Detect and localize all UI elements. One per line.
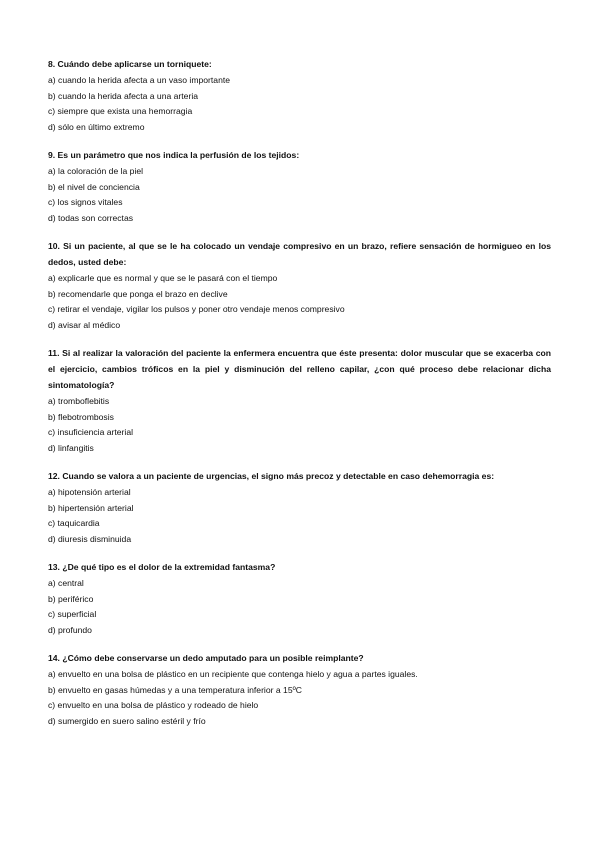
question-10 [48,238,551,333]
option-d: d) sólo en último extremo [48,121,145,132]
option-b: b) flebotrombosis [48,411,114,422]
question-text: 11. Si al realizar la valoración del paciente la enfermera encuentra que éste presenta: dolor muscular que se exacerba con el ejercicio, cambios tróficos en la piel y disminución del relleno capilar, ¿con qué proceso debe relacionar dicha sintomatología? [48,348,551,390]
option-d: d) sumergido en suero salino estéril y frío [48,715,206,726]
option-a: a) hipotensión arterial [48,487,131,497]
question-text: 8. Cuándo debe aplicarse un torniquete: [48,59,212,69]
question-8 [48,56,551,135]
option-b: b) el nivel de conciencia [48,181,140,192]
question-12 [48,468,551,547]
option-a: a) cuando la herida afecta a un vaso importante [48,75,231,85]
option-d: d) todas son correctas [48,212,134,223]
document-page [48,56,551,741]
option-c: c) siempre que exista una hemorragia [48,106,193,116]
option-d: d) diuresis disminuida [48,533,132,544]
option-b: b) envuelto en gasas húmedas y a una temperatura inferior a 15ºC [48,684,302,695]
option-a: a) explicarle que es normal y que se le pasará con el tiempo [48,273,278,283]
question-text: 10. Si un paciente, al que se le ha colocado un vendaje compresivo en un brazo, refiere sensación de hormigueo en los dedos, usted debe: [48,241,551,267]
option-a: a) la coloración de la piel [48,166,144,176]
option-d: d) profundo [48,624,92,635]
option-d: d) linfangitis [48,442,94,453]
question-text: 12. Cuando se valora a un paciente de urgencias, el signo más precoz y detectable en caso dehemorragia es: [48,471,495,481]
option-b: b) recomendarle que ponga el brazo en declive [48,288,228,299]
option-c: c) insuficiencia arterial [48,427,134,437]
option-c: c) envuelto en una bolsa de plástico y rodeado de hielo [48,700,259,710]
question-14 [48,650,551,729]
option-b: b) periférico [48,593,94,604]
option-c: c) superficial [48,609,97,619]
question-text: 14. ¿Cómo debe conservarse un dedo amputado para un posible reimplante? [48,653,364,663]
question-13 [48,559,551,638]
option-a: a) envuelto en una bolsa de plástico en un recipiente que contenga hielo y agua a partes iguales. [48,669,418,679]
option-c: c) taquicardia [48,518,100,528]
question-text: 9. Es un parámetro que nos indica la perfusión de los tejidos: [48,150,300,160]
option-a: a) central [48,578,84,588]
question-11 [48,345,551,456]
question-9 [48,147,551,226]
question-text: 13. ¿De qué tipo es el dolor de la extremidad fantasma? [48,562,276,572]
option-a: a) tromboflebitis [48,396,110,406]
option-c: c) los signos vitales [48,197,123,207]
option-b: b) hipertensión arterial [48,502,134,513]
option-c: c) retirar el vendaje, vigilar los pulsos y poner otro vendaje menos compresivo [48,304,345,314]
option-d: d) avisar al médico [48,319,121,330]
option-b: b) cuando la herida afecta a una arteria [48,90,199,101]
